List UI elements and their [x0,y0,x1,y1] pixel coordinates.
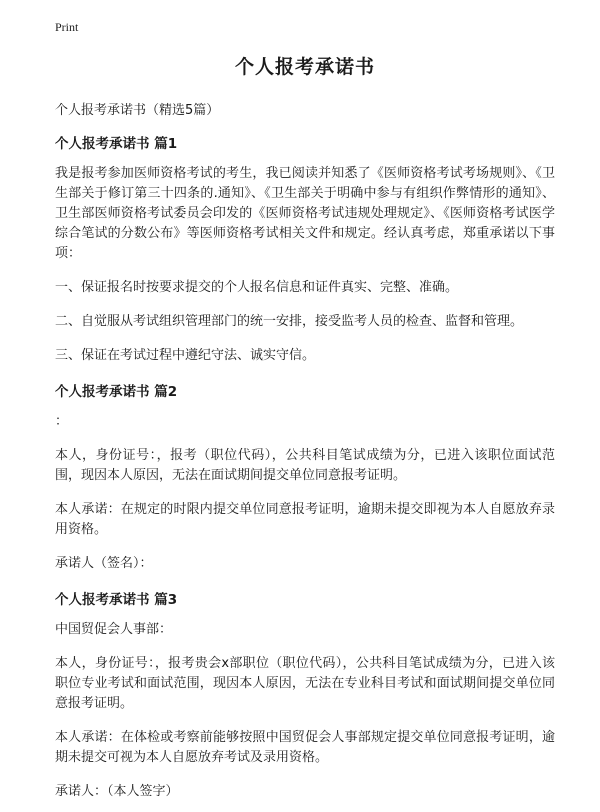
paragraph: 中国贸促会人事部： [55,622,173,637]
paragraph: 二、自觉服从考试组织管理部门的统一安排，接受监考人员的检查、监督和管理。 [55,314,524,329]
paragraph: 本人承诺：在体检或考察前能够按照中国贸促会人事部规定提交单位同意报考证明，逾期未提交可视为本人自愿放弃考试及录用资格。 [55,730,555,765]
document [55,52,555,812]
paragraph: 承诺人（签名）： [55,556,153,571]
paragraph: 三、保证在考试过程中遵纪守法、诚实守信。 [55,348,316,363]
paragraph: 我是报考参加医师资格考试的考生，我已阅读并知悉了《医师资格考试考场规则》、《卫生部关于修订第三十四条的.通知》、《卫生部关于明确中参与有组织作弊情形的通知》、卫生部医师资格考试委员会印发的《医师资格考试违规处理规定》、《医师资格考试医学综合笔试的分数公布》等医师资格考试相关文件和规定。经认真考虑，郑重承诺以下事项： [55,166,555,261]
section-heading-1: 个人报考承诺书 篇1 [55,136,178,152]
paragraph: ： [55,414,69,429]
paragraph: 一、保证报名时按要求提交的个人报名信息和证件真实、完整、准确。 [55,280,459,295]
section-heading-2: 个人报考承诺书 篇2 [55,384,178,400]
paragraph: 本人，身份证号：，报考（职位代码），公共科目笔试成绩为分，已进入该职位面试范围，现因本人原因，无法在面试期间提交单位同意报考证明。 [55,448,555,483]
page-title: 个人报考承诺书 [234,56,375,78]
paragraph: 本人承诺：在规定的时限内提交单位同意报考证明，逾期未提交即视为本人自愿放弃录用资格。 [55,502,555,537]
print-link[interactable]: Print [55,20,79,34]
document-subtitle: 个人报考承诺书（精选5篇） [55,103,220,118]
paragraph: 承诺人：（本人签字） [55,784,179,799]
section-heading-3: 个人报考承诺书 篇3 [55,592,178,608]
paragraph: 本人，身份证号：，报考贵会x部职位（职位代码），公共科目笔试成绩为分，已进入该职位专业考试和面试范围，现因本人原因，无法在专业科目考试和面试期间提交单位同意报考证明。 [55,656,555,711]
